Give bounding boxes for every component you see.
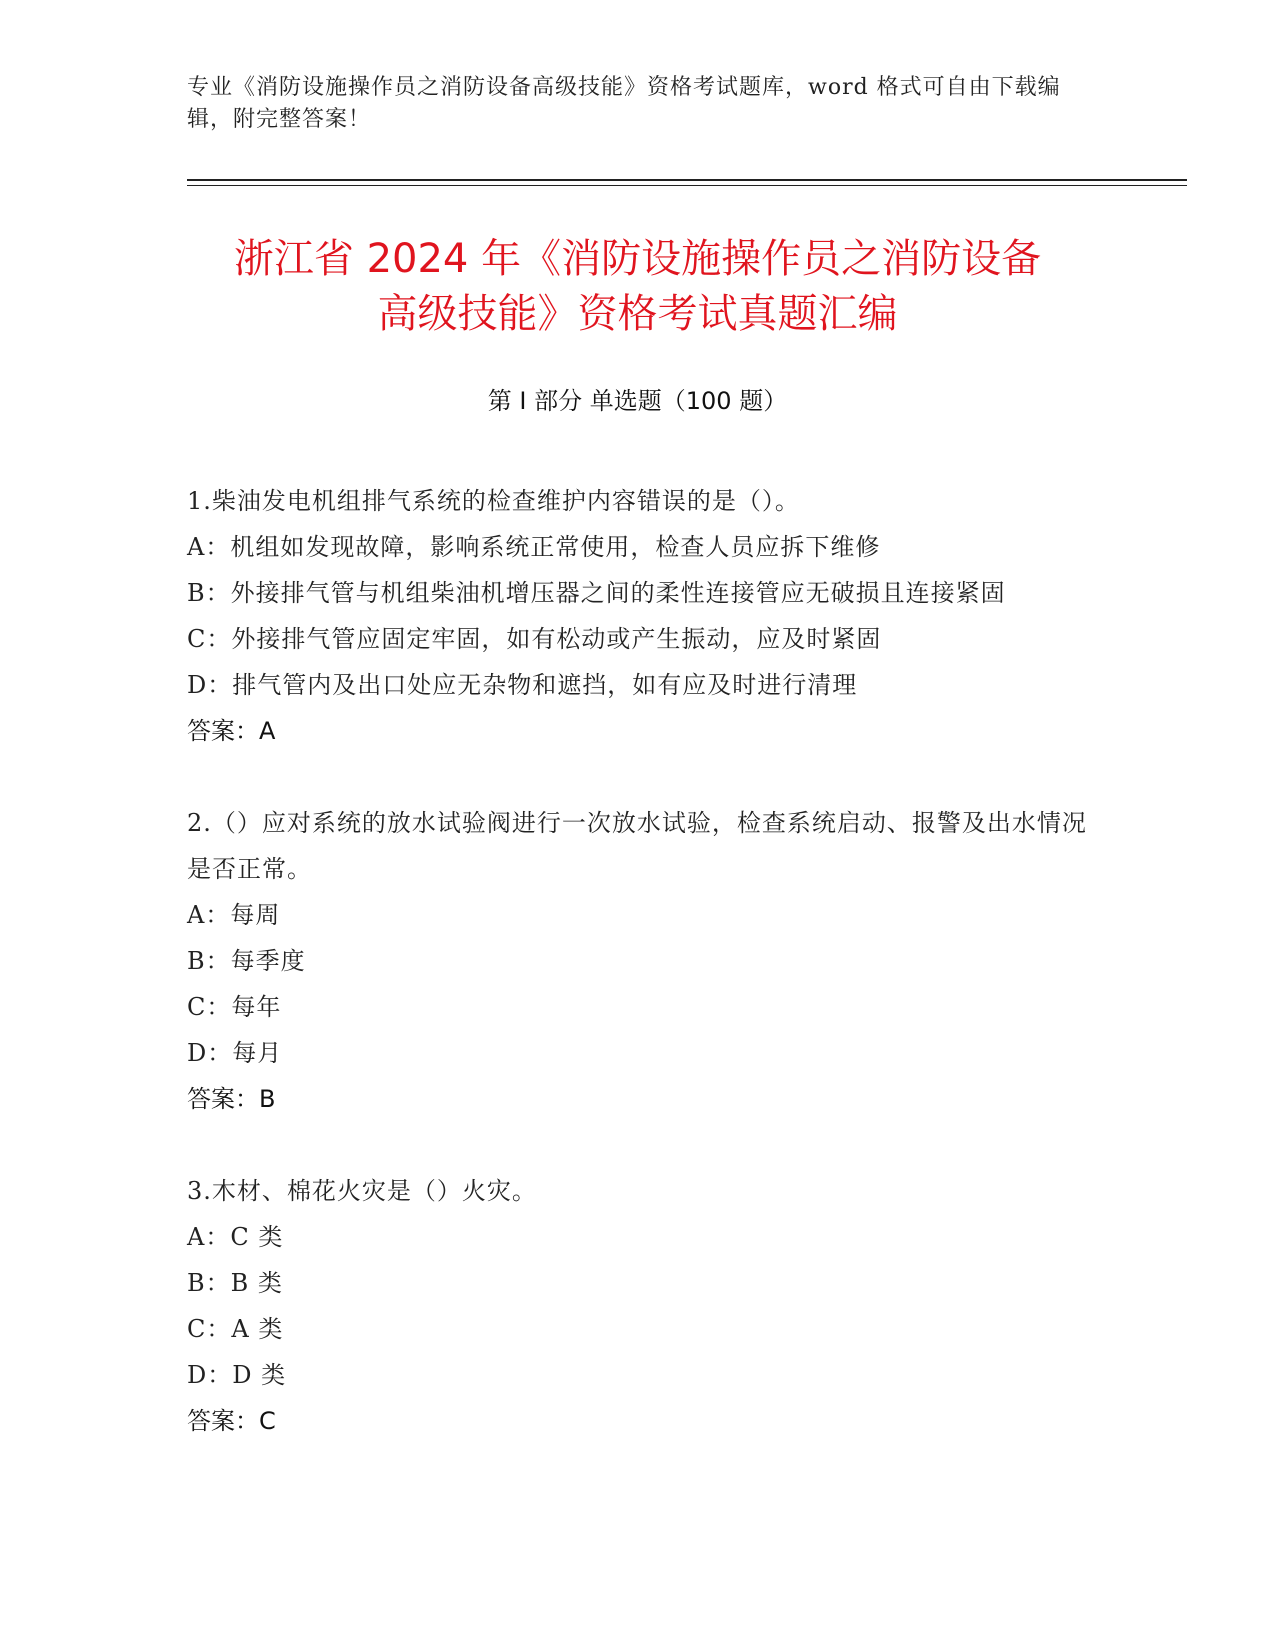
answer-line: 答案：C (187, 1407, 276, 1435)
header-note: 专业《消防设施操作员之消防设备高级技能》资格考试题库，word 格式可自由下载编辑，附完整答案！ (187, 75, 1061, 132)
option-b: B：外接排气管与机组柴油机增压器之间的柔性连接管应无破损且连接紧固 (187, 579, 1006, 607)
question-stem: 2.（）应对系统的放水试验阀进行一次放水试验，检查系统启动、报警及出水情况是否正常。 (187, 809, 1087, 883)
option-d: D：排气管内及出口处应无杂物和遮挡，如有应及时进行清理 (187, 671, 858, 699)
question-stem: 1.柴油发电机组排气系统的检查维护内容错误的是（）。 (187, 487, 800, 515)
option-c: C：A 类 (187, 1315, 284, 1343)
section-heading: 第 I 部分 单选题（100 题） (487, 387, 788, 415)
option-a: A：机组如发现故障，影响系统正常使用，检查人员应拆下维修 (187, 533, 881, 561)
question-1 (187, 478, 1087, 754)
document-title (0, 232, 1275, 342)
option-d: D：每月 (187, 1039, 283, 1067)
question-list (187, 478, 1087, 1490)
answer-line: 答案：B (187, 1085, 276, 1113)
option-d: D：D 类 (187, 1361, 287, 1389)
header-rule-thin (187, 185, 1187, 186)
option-a: A：C 类 (187, 1223, 284, 1251)
option-a: A：每周 (187, 901, 281, 929)
option-b: B：每季度 (187, 947, 306, 975)
option-c: C：外接排气管应固定牢固，如有松动或产生振动，应及时紧固 (187, 625, 882, 653)
document-title-line-1: 浙江省 2024 年《消防设施操作员之消防设备 (233, 236, 1042, 282)
document-title-line-2: 高级技能》资格考试真题汇编 (377, 291, 898, 337)
answer-line: 答案：A (187, 717, 276, 745)
question-3 (187, 1168, 1087, 1444)
question-stem: 3.木材、棉花火灾是（）火灾。 (187, 1177, 537, 1205)
question-2 (187, 800, 1087, 1122)
option-b: B：B 类 (187, 1269, 283, 1297)
option-c: C：每年 (187, 993, 282, 1021)
header-rule-thick (187, 179, 1187, 181)
